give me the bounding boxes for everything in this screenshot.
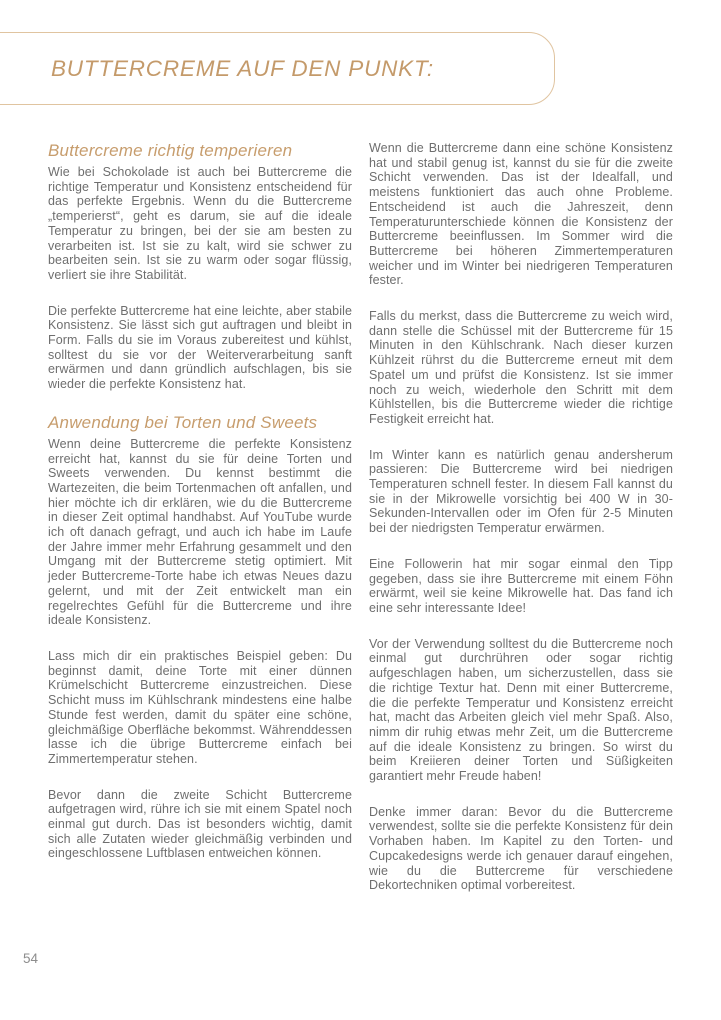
paragraph: Lass mich dir ein praktisches Beispiel geben: Du beginnst damit, deine Torte mit einer dünnen Krümelschicht Buttercreme einzustreichen. Diese Schicht muss im Kühlschrank mindestens eine halbe Stunde fest werden, damit du später eine schöne, gleichmäßige Oberfläche bekommst. Währenddessen lasse ich die übrige Buttercreme einfach bei Zimmertemperatur stehen. — [48, 648, 352, 766]
paragraph: Wenn die Buttercreme dann eine schöne Konsistenz hat und stabil genug ist, kannst du sie für die zweite Schicht verwenden. Das ist der Idealfall, und meistens funktioniert das auch ohne Probleme. Entscheidend ist auch die Jahreszeit, denn Temperaturunterschiede können die Konsistenz der Buttercreme beeinflussen. Im Sommer wird die Buttercreme bei höheren Zimmertemperaturen weicher und im Winter bei niedrigeren Temperaturen fester. — [369, 141, 673, 288]
right-column — [369, 141, 673, 893]
section-heading-temperieren: Buttercreme richtig temperieren — [48, 141, 293, 160]
left-column — [48, 141, 352, 893]
two-column-content — [48, 141, 673, 893]
paragraph: Vor der Verwendung solltest du die Buttercreme noch einmal gut durchrühren oder sogar richtig aufgeschlagen haben, um sicherzustellen, dass sie die richtige Textur hat. Denn mit einer Buttercreme, die die perfekte Temperatur und Konsistenz erreicht hat, macht das Arbeiten gleich viel mehr Spaß. Also, nimm dir ruhig etwas mehr Zeit, um die Buttercreme auf die ideale Konsistenz zu bringen. So wirst du beim Kreiieren deiner Torten und Süßigkeiten garantiert mehr Freude haben! — [369, 636, 673, 784]
section-heading-anwendung: Anwendung bei Torten und Sweets — [48, 412, 318, 432]
paragraph: Falls du merkst, dass die Buttercreme zu weich wird, dann stelle die Schüssel mit der Buttercreme für 15 Minuten in den Kühlschrank. Nach dieser kurzen Kühlzeit rührst du die Buttercreme erneut mit dem Spatel um und prüfst die Konsistenz. Ist sie immer noch zu weich, wiederhole den Schritt mit dem Kühlstellen, bis die Buttercreme wieder die richtige Festigkeit erreicht hat. — [369, 309, 673, 426]
paragraph: Denke immer daran: Bevor du die Buttercreme verwendest, sollte sie die perfekte Konsistenz für dein Vorhaben haben. Im Kapitel zu den Torten- und Cupcakedesigns werde ich genauer darauf eingehen, wie du die Buttercreme für verschiedene Dekortechniken optimal vorbereitest. — [369, 804, 673, 893]
title-box — [0, 32, 555, 105]
paragraph: Die perfekte Buttercreme hat eine leichte, aber stabile Konsistenz. Sie lässt sich gut auftragen und bleibt in Form. Falls du sie im Voraus zubereitest und kühlst, solltest du sie vor der Weiterverarbeitung sanft erwärmen und dann gründlich aufschlagen, bis sie wieder die perfekte Konsistenz hat. — [48, 303, 352, 392]
paragraph: Wie bei Schokolade ist auch bei Buttercreme die richtige Temperatur und Konsistenz entscheidend für das perfekte Ergebnis. Wenn du die Buttercreme „temperierst“, geht es darum, sie auf die ideale Temperatur zu bringen, bei der sie am besten zu verarbeiten ist. Ist sie zu kalt, wird sie schwer zu bearbeiten sein. Ist sie zu warm oder sogar flüssig, verliert sie ihre Stabilität. — [48, 165, 352, 282]
paragraph: Bevor dann die zweite Schicht Buttercreme aufgetragen wird, rühre ich sie mit einem Spatel noch einmal gut durch. Das ist besonders wichtig, damit sich alle Zutaten wieder gleichmäßig verbinden und eingeschlossene Luftblasen entweichen können. — [48, 787, 352, 861]
page-title: BUTTERCREME AUF DEN PUNKT: — [51, 55, 434, 81]
paragraph: Im Winter kann es natürlich genau andersherum passieren: Die Buttercreme wird bei niedrigen Temperaturen schnell fester. In diesem Fall kannst du sie in der Mikrowelle vorsichtig bei 400 W in 30-Sekunden-Intervallen oder im Ofen für 2-5 Minuten bei der niedrigsten Temperatur erwärmen. — [369, 447, 673, 536]
page-number: 54 — [23, 951, 39, 966]
paragraph: Eine Followerin hat mir sogar einmal den Tipp gegeben, dass sie ihre Buttercreme mit einem Föhn erwärmt, weil sie keine Mikrowelle hat. Das fand ich eine sehr interessante Idee! — [369, 556, 673, 615]
paragraph: Wenn deine Buttercreme die perfekte Konsistenz erreicht hat, kannst du sie für deine Torten und Sweets verwenden. Du kennst bestimmt die Wartezeiten, die beim Tortenmachen oft anfallen, und hier möchte ich dir erklären, wie du die Buttercreme in dieser Zeit optimal handhabst. Auf YouTube wurde ich oft danach gefragt, und auch ich habe im Laufe der Jahre immer mehr Erfahrung gesammelt und den Umgang mit der Buttercreme stetig optimiert. Mit jeder Buttercreme-Torte habe ich etwas Neues dazu gelernt, und mit der Zeit entwickelt man ein regelrechtes Gefühl für die Buttercreme und ihre ideale Konsistenz. — [48, 436, 352, 628]
